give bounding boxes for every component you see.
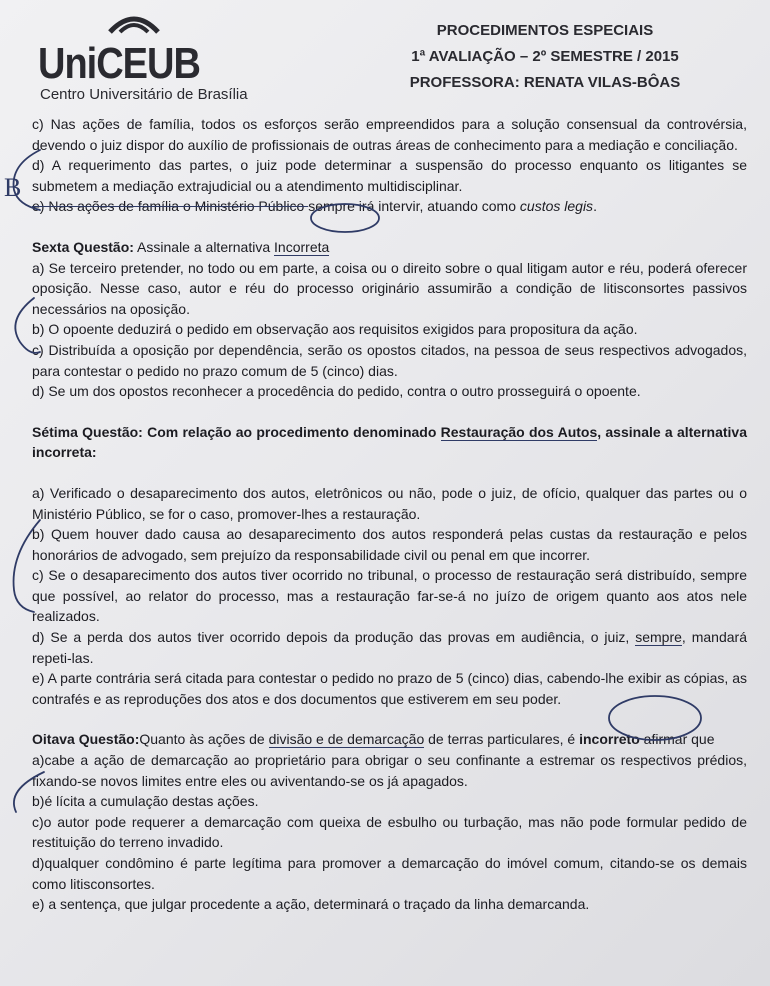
q7-prompt xyxy=(32,422,747,463)
q8-option-a: a)cabe a ação de demarcação ao proprietário para obrigar o seu confinante a estremar os respectivos prédios, fixando-se novos limites entre eles ou aviventando-se os já apagados. xyxy=(32,752,747,789)
q5-option-d: d) A requerimento das partes, o juiz pode determinar a suspensão do processo enquanto os litigantes se submetem a mediação extrajudicial ou a atendimento multidisciplinar. xyxy=(32,157,747,194)
q8-title: Oitava Questão: xyxy=(32,731,140,748)
q5-option-e-text: e) Nas ações de família o Ministério Público xyxy=(32,198,309,215)
q5-option-e-mid: irá intervir, atuando como xyxy=(354,198,520,215)
exam-content xyxy=(32,114,747,915)
q6-option-b: b) O opoente deduzirá o pedido em observação aos requisitos exigidos para propositura da ação. xyxy=(32,321,638,338)
q6-option-a: a) Se terceiro pretender, no todo ou em parte, a coisa ou o direito sobre o qual litigam autor e réu, poderá oferecer oposição. Nesse caso, autor e réu do processo originário assumirão a condição de litisconsortes passivos necessários na oposição. xyxy=(32,259,747,317)
q6-option-d: d) Se um dos opostos reconhecer a procedência do pedido, contra o outro prosseguirá o opoente. xyxy=(32,383,641,400)
q8-option-b: b)é lícita a cumulação destas ações. xyxy=(32,793,259,810)
q7-option-d-end: , mandará repeti-las. xyxy=(32,629,747,666)
q6-keyword: Incorreta xyxy=(274,238,330,255)
q7-option-e: e) A parte contrária será citada para contestar o pedido no prazo de 5 (cinco) dias, cabendo-lhe exibir as cópias, as contrafés e as reproduções dos atos e dos documentos que estiverem em seu poder. xyxy=(32,670,747,707)
q8-option-e: e) a sentença, que julgar procedente a ação, determinará o traçado da linha demarcanda. xyxy=(32,896,590,913)
q5-option-e-italic: custos legis xyxy=(519,198,594,215)
q8-prompt-mid: de terras particulares, é xyxy=(424,731,580,748)
q8-option-d: d)qualquer condômino é parte legítima para promover a demarcação do imóvel comum, citando-se os demais como litisconsortes. xyxy=(32,855,747,892)
exam-title: 1ª AVALIAÇÃO – 2º SEMESTRE / 2015 xyxy=(411,48,679,65)
q7-option-b: b) Quem houver dado causa ao desaparecimento dos autos responderá pelas custas da restauração e pelos honorários de advogado, sem prejuízo da responsabilidade civil ou penal em que incorrer. xyxy=(32,526,747,563)
q5-option-c: c) Nas ações de família, todos os esforços serão empreendidos para a solução consensual da controvérsia, devendo o juiz dispor do auxílio de profissionais de outras áreas de conhecimento para a mediação e conciliação. xyxy=(32,116,747,153)
q6-option-c: c) Distribuída a oposição por dependência, serão os opostos citados, na pessoa de seus respectivos advogados, para contestar o pedido no prazo comum de 5 (cinco) dias. xyxy=(32,341,747,379)
q5-option-e-end: . xyxy=(593,198,597,215)
q5-option-e xyxy=(32,196,747,217)
logo-emblem-icon xyxy=(108,12,160,34)
course-title: PROCEDIMENTOS ESPECIAIS xyxy=(436,22,654,39)
q7-keyword: Restauração dos Autos xyxy=(440,423,598,440)
q6-prompt xyxy=(32,237,747,258)
q7-option-d xyxy=(32,627,747,668)
q6-prompt-text: Assinale a alternativa xyxy=(133,238,275,255)
circled-word-sempre: sempre xyxy=(308,198,355,215)
q8-prompt-text: Quanto às ações de xyxy=(139,731,269,748)
q7-option-d-text: d) Se a perda dos autos tiver ocorrido depois da produção das provas em audiência, o juiz, xyxy=(32,629,636,646)
q7-keyword-sempre: sempre xyxy=(635,629,682,646)
q6-title: Sexta Questão: xyxy=(32,238,134,255)
q8-option-c: c)o autor pode requerer a demarcação com queixa de esbulho ou turbação, mas não pode formular pedido de restituição do terreno invadido. xyxy=(32,813,747,851)
q7-title: Sétima Questão: Com relação ao procedimento denominado xyxy=(32,423,441,440)
q7-title-end: , assinale a alternativa incorreta: xyxy=(32,423,747,461)
q8-prompt xyxy=(32,729,747,750)
logo-subtitle: Centro Universitário de Brasília xyxy=(40,86,248,103)
q8-keyword-incorreto: incorreto xyxy=(579,731,640,748)
professor-name: PROFESSORA: RENATA VILAS-BÔAS xyxy=(409,74,681,91)
q5-answer-letter: B xyxy=(4,173,22,202)
exam-header xyxy=(380,18,710,96)
q7-option-c: c) Se o desaparecimento dos autos tiver ocorrido no tribunal, o processo de restauração será distribuído, sempre que possível, ao relator do processo, mas a restauração far-se-á no juízo de origem quanto aos atos nele realizados. xyxy=(32,567,747,625)
q8-prompt-end: afirmar que xyxy=(639,731,715,748)
q7-option-a: a) Verificado o desaparecimento dos autos, eletrônicos ou não, pode o juiz, de ofício, qualquer das partes ou o Ministério Público, se for o caso, promover-lhes a restauração. xyxy=(32,484,747,522)
logo-wordmark: UniCEUB xyxy=(38,40,200,89)
q8-keyword-divisao: divisão e de demarcação xyxy=(268,731,425,748)
